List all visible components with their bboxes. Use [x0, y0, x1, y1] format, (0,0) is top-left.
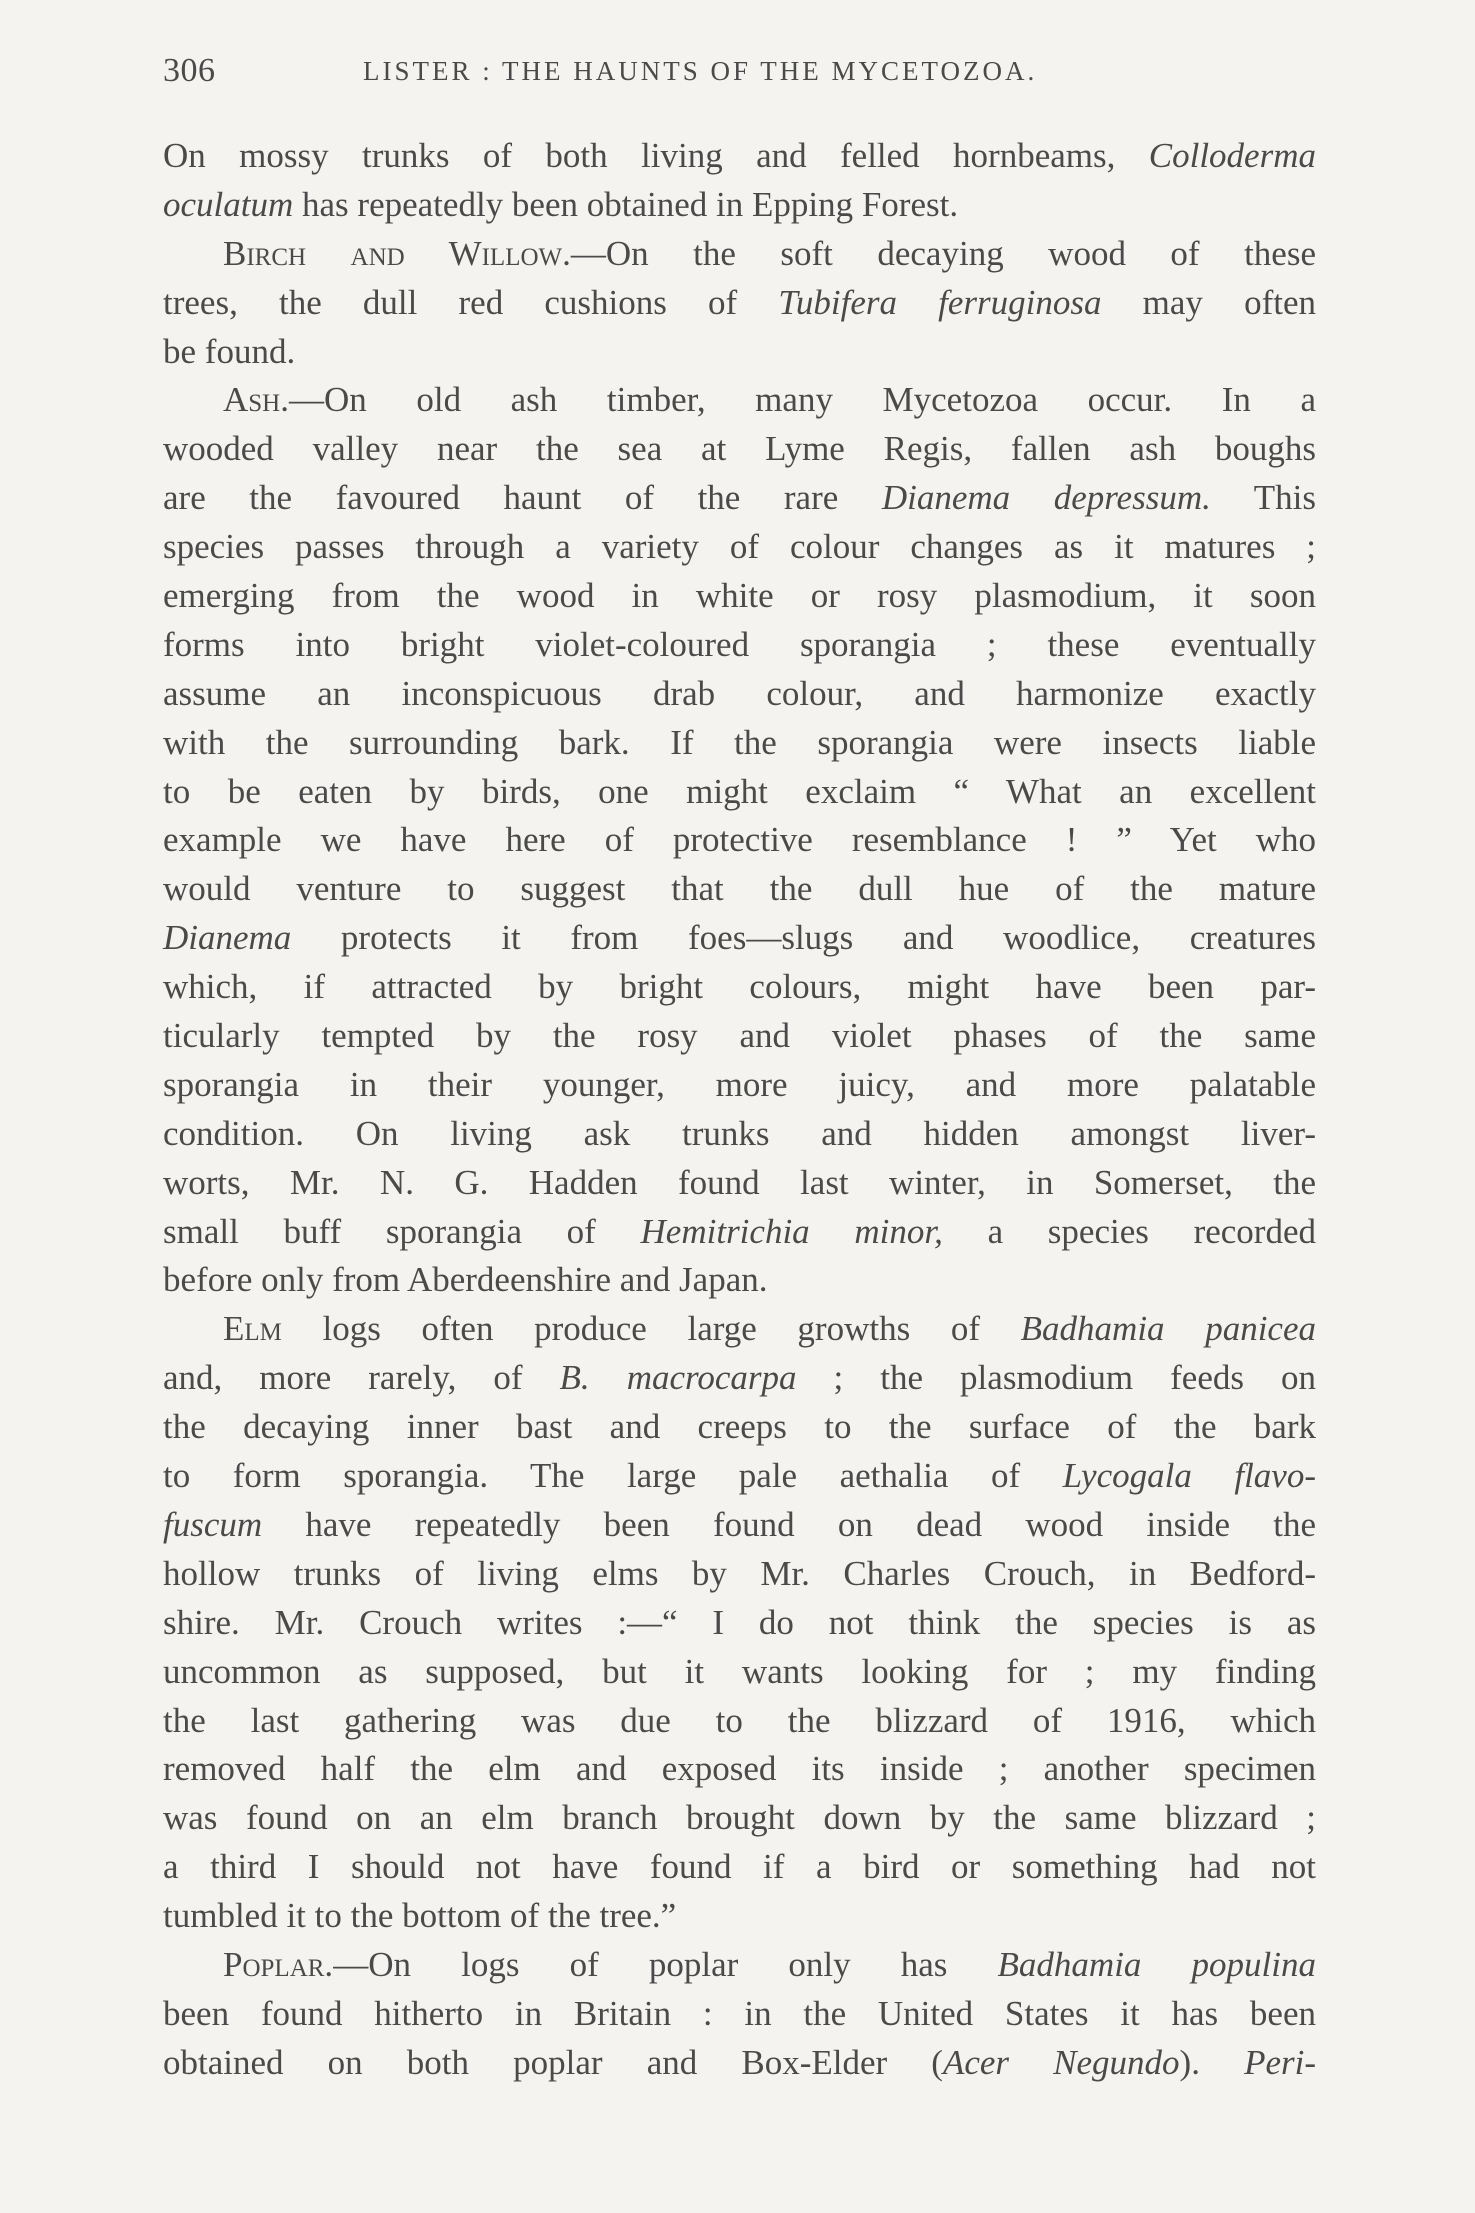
- text-span: worts, Mr. N. G. Hadden found last winter, in Somerset, the: [163, 1162, 1316, 1202]
- text-span: hollow trunks of living elms by Mr. Charles Crouch, in Bedford-: [163, 1553, 1316, 1593]
- text-span: logs often produce large growths of: [281, 1309, 1021, 1349]
- text-span: and, more rarely, of: [163, 1358, 560, 1398]
- text-line: [163, 1354, 1316, 1403]
- text-span: removed half the elm and exposed its inside ; another specimen: [163, 1749, 1316, 1789]
- text-span: a species recorded: [942, 1211, 1316, 1251]
- italic-text: Hemitrichia minor,: [640, 1211, 943, 1251]
- text-line: [163, 2039, 1316, 2088]
- text-span: ).: [1179, 2042, 1245, 2082]
- text-span: to form sporangia. The large pale aethalia of: [163, 1456, 1063, 1496]
- text-span: which, if attracted by bright colours, might have been par-: [163, 967, 1316, 1007]
- text-span: the decaying inner bast and creeps to the surface of the bark: [163, 1407, 1316, 1447]
- text-span: with the surrounding bark. If the sporangia were insects liable: [163, 722, 1316, 762]
- text-line: [163, 719, 1316, 768]
- text-span: On mossy trunks of both living and felled hornbeams,: [163, 136, 1149, 175]
- text-span: the last gathering was due to the blizzard of 1916, which: [163, 1700, 1316, 1740]
- text-line: [163, 1599, 1316, 1648]
- text-span: ticularly tempted by the rosy and violet phases of the same: [163, 1016, 1316, 1056]
- text-line: [163, 425, 1316, 474]
- text-span: are the favoured haunt of the rare: [163, 478, 882, 518]
- text-span: ; the plasmodium feeds on: [796, 1358, 1317, 1398]
- text-line: [163, 1843, 1316, 1892]
- italic-text: Dianema depressum.: [881, 478, 1211, 518]
- text-line: [163, 1305, 1316, 1354]
- text-line: [163, 1256, 1316, 1305]
- text-span: small buff sporangia of: [163, 1211, 641, 1251]
- section-heading: Elm: [223, 1309, 282, 1349]
- text-line: [163, 914, 1316, 963]
- running-head: [163, 52, 1313, 102]
- text-span: shire. Mr. Crouch writes :—“ I do not think the species is as: [163, 1602, 1316, 1642]
- text-line: [163, 572, 1316, 621]
- page-number: 306: [163, 52, 216, 89]
- italic-text: Acer Negundo: [942, 2042, 1180, 2082]
- text-line: [163, 1403, 1316, 1452]
- text-span: has repeatedly been obtained in Epping Forest.: [293, 184, 959, 224]
- text-line: [163, 181, 1316, 230]
- section-heading: Ash.: [223, 380, 289, 420]
- text-line: [163, 1990, 1316, 2039]
- text-line: [163, 816, 1316, 865]
- text-line: [163, 1110, 1316, 1159]
- text-span: wooded valley near the sea at Lyme Regis, fallen ash boughs: [163, 429, 1316, 469]
- text-line: [163, 865, 1316, 914]
- text-span: species passes through a variety of colour changes as it matures ;: [163, 527, 1316, 567]
- running-title: LISTER : THE HAUNTS OF THE MYCETOZOA.: [363, 56, 1038, 86]
- text-line: [163, 474, 1316, 523]
- text-span: condition. On living ask trunks and hidden amongst liver-: [163, 1113, 1316, 1153]
- italic-text: Colloderma: [1148, 136, 1316, 175]
- italic-text: oculatum: [163, 184, 294, 224]
- text-line: [163, 376, 1316, 425]
- text-span: have repeatedly been found on dead wood inside the: [262, 1504, 1316, 1544]
- text-span: —On old ash timber, many Mycetozoa occur. In a: [288, 380, 1316, 420]
- text-line: [163, 230, 1316, 279]
- text-line: [163, 1892, 1316, 1941]
- italic-text: Lycogala flavo-: [1062, 1456, 1317, 1496]
- text-line: [163, 1452, 1316, 1501]
- text-line: [163, 963, 1316, 1012]
- body-text: [163, 132, 1316, 2088]
- text-line: [163, 1648, 1316, 1697]
- text-line: [163, 1061, 1316, 1110]
- text-span: a third I should not have found if a bird or something had not: [163, 1847, 1316, 1887]
- text-span: trees, the dull red cushions of: [163, 282, 779, 322]
- text-span: to be eaten by birds, one might exclaim “ What an excellent: [163, 771, 1316, 811]
- text-line: [163, 1208, 1316, 1257]
- text-span: forms into bright violet-coloured sporangia ; these eventually: [163, 624, 1316, 664]
- italic-text: Badhamia panicea: [1020, 1309, 1316, 1349]
- italic-text: fuscum: [163, 1504, 263, 1544]
- text-span: example we have here of protective resemblance ! ” Yet who: [163, 820, 1316, 860]
- text-span: was found on an elm branch brought down by the same blizzard ;: [163, 1798, 1316, 1838]
- text-line: [163, 328, 1316, 377]
- text-span: This: [1210, 478, 1317, 518]
- text-span: —On the soft decaying wood of these: [570, 233, 1316, 273]
- section-heading: Birch and Willow.: [223, 233, 571, 273]
- text-line: [163, 670, 1316, 719]
- italic-text: Badhamia populina: [997, 1944, 1317, 1984]
- text-line: [163, 1941, 1316, 1990]
- text-line: [163, 1501, 1316, 1550]
- text-span: would venture to suggest that the dull hue of the mature: [163, 869, 1316, 909]
- section-heading: Poplar.: [223, 1944, 334, 1984]
- italic-text: Tubifera ferruginosa: [778, 282, 1102, 322]
- text-line: [163, 1159, 1316, 1208]
- text-span: tumbled it to the bottom of the tree.”: [163, 1896, 677, 1936]
- text-line: [163, 132, 1316, 181]
- text-line: [163, 1794, 1316, 1843]
- italic-text: Dianema: [163, 918, 292, 958]
- text-span: assume an inconspicuous drab colour, and harmonize exactly: [163, 673, 1316, 713]
- italic-text: B. macrocarpa: [559, 1358, 797, 1398]
- text-span: obtained on both poplar and Box-Elder (: [163, 2042, 943, 2082]
- text-span: uncommon as supposed, but it wants looking for ; my finding: [163, 1651, 1316, 1691]
- text-line: [163, 1012, 1316, 1061]
- text-line: [163, 1745, 1316, 1794]
- text-span: —On logs of poplar only has: [333, 1944, 998, 1984]
- text-span: be found.: [163, 331, 296, 371]
- text-line: [163, 621, 1316, 670]
- text-span: sporangia in their younger, more juicy, and more palatable: [163, 1064, 1316, 1104]
- text-line: [163, 1697, 1316, 1746]
- text-span: been found hitherto in Britain : in the United States it has been: [163, 1993, 1316, 2033]
- text-span: protects it from foes—slugs and woodlice, creatures: [291, 918, 1316, 958]
- text-span: may often: [1101, 282, 1316, 322]
- italic-text: Peri-: [1244, 2042, 1317, 2082]
- text-line: [163, 523, 1316, 572]
- text-line: [163, 1550, 1316, 1599]
- text-span: before only from Aberdeenshire and Japan.: [163, 1260, 768, 1300]
- text-line: [163, 279, 1316, 328]
- text-line: [163, 768, 1316, 817]
- text-span: emerging from the wood in white or rosy plasmodium, it soon: [163, 576, 1316, 616]
